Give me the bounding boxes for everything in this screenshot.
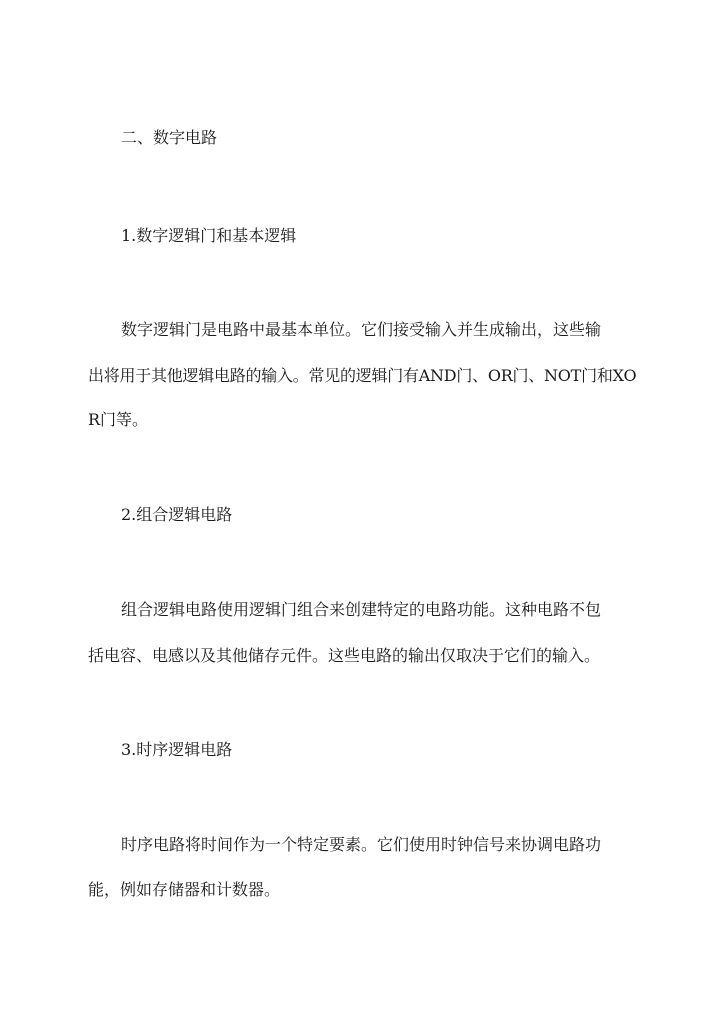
subsection-heading-2: 2.组合逻辑电路 <box>121 505 233 524</box>
paragraph-3-line-1: 时序电路将时间作为一个特定要素。它们使用时钟信号来协调电路功 <box>121 835 602 854</box>
paragraph-2-line-2: 括电容、电感以及其他储存元件。这些电路的输出仅取决于它们的输入。 <box>88 646 601 665</box>
section-heading: 二、数字电路 <box>121 128 218 147</box>
paragraph-3-line-2: 能，例如存储器和计数器。 <box>88 880 281 899</box>
paragraph-2-line-1: 组合逻辑电路使用逻辑门组合来创建特定的电路功能。这种电路不包 <box>121 600 602 619</box>
subsection-heading-1: 1.数字逻辑门和基本逻辑 <box>121 226 297 245</box>
paragraph-1-line-2: 出将用于其他逻辑电路的输入。常见的逻辑门有AND门、OR门、NOT门和XO <box>88 366 637 385</box>
paragraph-1-line-1: 数字逻辑门是电路中最基本单位。它们接受输入并生成输出，这些输 <box>121 320 602 339</box>
subsection-heading-3: 3.时序逻辑电路 <box>121 740 233 759</box>
paragraph-1-line-3: R门等。 <box>88 410 149 429</box>
